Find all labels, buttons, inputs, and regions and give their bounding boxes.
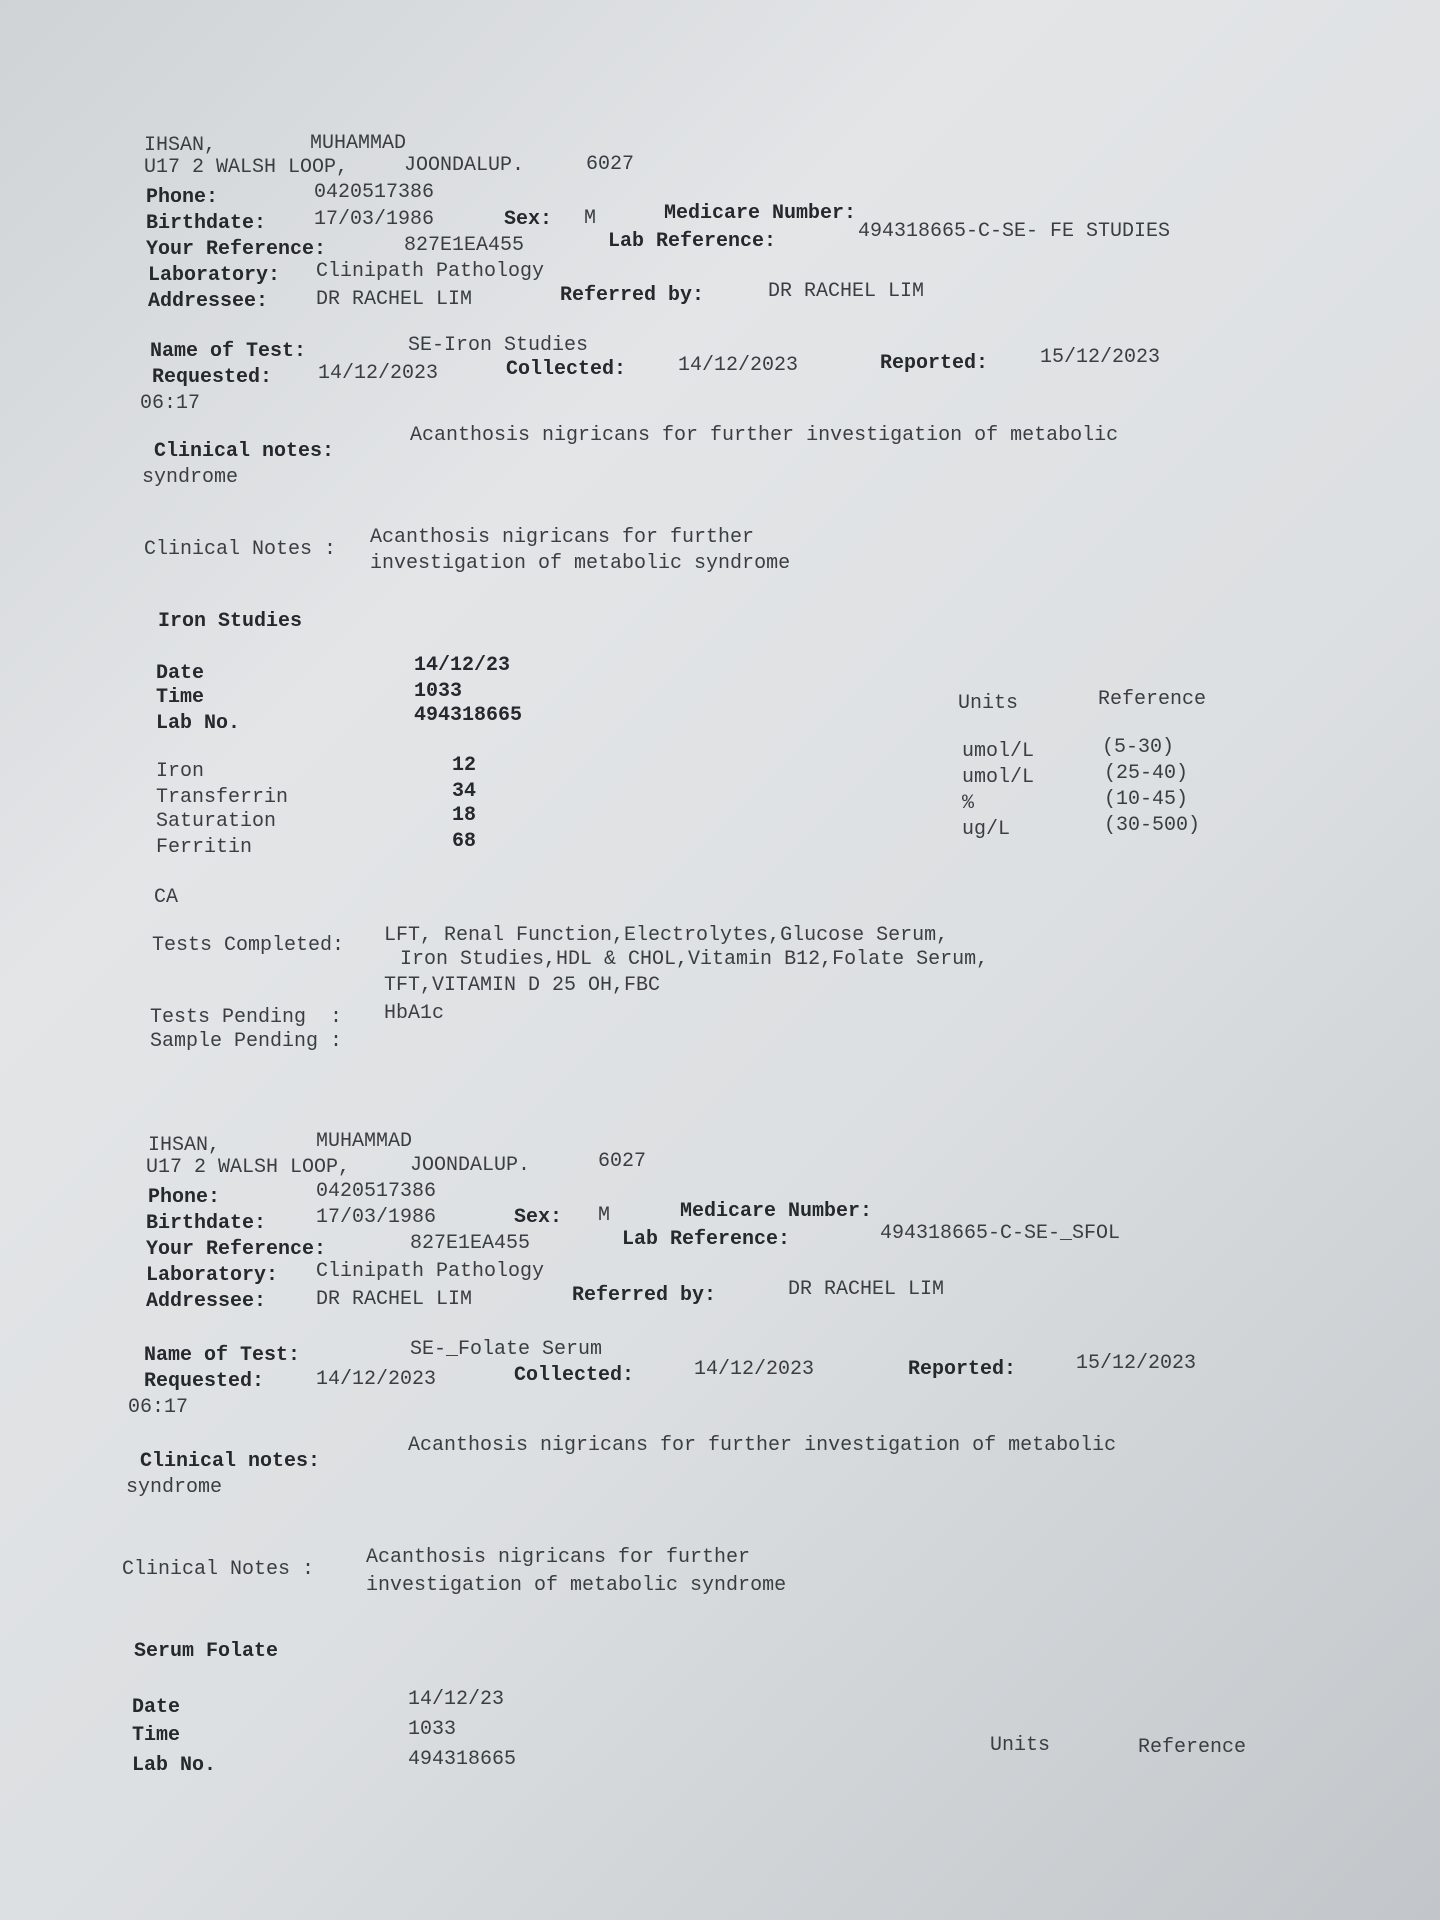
your-reference-value: 827E1EA455: [404, 234, 525, 257]
sex-value: M: [584, 207, 597, 230]
sex-value: M: [598, 1204, 611, 1227]
result-reference: (5-30): [1102, 736, 1175, 759]
result-value: 12: [452, 754, 477, 777]
clinical-notes-label: Clinical notes:: [140, 1450, 321, 1473]
result-name: Iron: [156, 760, 205, 783]
collected-value: 14/12/2023: [678, 354, 799, 377]
sample-pending-label: Sample Pending :: [150, 1030, 343, 1053]
addressee-value: DR RACHEL LIM: [316, 1288, 473, 1311]
section-title: Iron Studies: [158, 610, 303, 633]
result-name: Transferrin: [156, 786, 289, 809]
tests-pending-value: HbA1c: [384, 1002, 445, 1025]
reported-label: Reported:: [880, 352, 989, 375]
patient-surname: IHSAN,: [148, 1134, 221, 1157]
result-reference: (10-45): [1104, 788, 1189, 811]
lab-reference-label: Lab Reference:: [622, 1228, 791, 1251]
report-time: 06:17: [140, 392, 201, 415]
tests-completed-line-2: Iron Studies,HDL & CHOL,Vitamin B12,Folate Serum,: [400, 948, 989, 971]
time-label: Time: [156, 686, 205, 709]
test-name-value: SE-_Folate Serum: [410, 1338, 603, 1361]
medicare-label: Medicare Number:: [664, 202, 857, 225]
reference-header: Reference: [1098, 688, 1207, 711]
tests-completed-line-3: TFT,VITAMIN D 25 OH,FBC: [384, 974, 661, 997]
lab-no-value: 494318665: [408, 1748, 517, 1771]
reported-value: 15/12/2023: [1076, 1352, 1197, 1375]
collected-label: Collected:: [506, 358, 627, 381]
result-value: 68: [452, 830, 477, 853]
referred-by-label: Referred by:: [560, 284, 705, 307]
result-value: 34: [452, 780, 477, 803]
patient-postcode: 6027: [586, 153, 635, 176]
lab-no-label: Lab No.: [156, 712, 241, 735]
notes-line-2: investigation of metabolic syndrome: [370, 552, 791, 575]
reference-header: Reference: [1138, 1736, 1247, 1759]
laboratory-label: Laboratory:: [148, 264, 281, 287]
date-label: Date: [132, 1696, 181, 1719]
your-reference-value: 827E1EA455: [410, 1232, 531, 1255]
date-value: 14/12/23: [408, 1688, 505, 1711]
test-name-label: Name of Test:: [144, 1344, 301, 1367]
notes-label: Clinical Notes :: [144, 538, 337, 561]
notes-line-1: Acanthosis nigricans for further: [366, 1546, 751, 1569]
referred-by-label: Referred by:: [572, 1284, 717, 1307]
phone-label: Phone:: [148, 1186, 221, 1209]
result-name: Ferritin: [156, 836, 253, 859]
collected-label: Collected:: [514, 1364, 635, 1387]
collected-value: 14/12/2023: [694, 1358, 815, 1381]
birthdate-value: 17/03/1986: [314, 208, 435, 231]
clinical-notes-continued: syndrome: [126, 1476, 223, 1499]
requested-label: Requested:: [152, 366, 273, 389]
birthdate-label: Birthdate:: [146, 1212, 267, 1235]
reported-label: Reported:: [908, 1358, 1017, 1381]
units-header: Units: [990, 1734, 1051, 1757]
tests-completed-line-1: LFT, Renal Function,Electrolytes,Glucose Serum,: [384, 924, 949, 947]
result-name: Saturation: [156, 810, 277, 833]
phone-label: Phone:: [146, 186, 219, 209]
lab-no-value: 494318665: [414, 704, 523, 727]
result-unit: umol/L: [962, 740, 1035, 763]
notes-line-2: investigation of metabolic syndrome: [366, 1574, 787, 1597]
sex-label: Sex:: [504, 208, 553, 231]
units-header: Units: [958, 692, 1019, 715]
result-unit: %: [962, 792, 975, 815]
birthdate-label: Birthdate:: [146, 212, 267, 235]
test-name-value: SE-Iron Studies: [408, 334, 589, 357]
lab-reference-value: 494318665-C-SE-_SFOL: [880, 1222, 1121, 1245]
patient-suburb: JOONDALUP.: [410, 1154, 531, 1177]
patient-postcode: 6027: [598, 1150, 647, 1173]
patient-surname: IHSAN,: [144, 134, 217, 157]
patient-given-name: MUHAMMAD: [316, 1130, 413, 1153]
addressee-label: Addressee:: [148, 290, 269, 313]
ca-code: CA: [154, 886, 179, 909]
tests-pending-label: Tests Pending :: [150, 1006, 343, 1029]
report-time: 06:17: [128, 1396, 189, 1419]
referred-by-value: DR RACHEL LIM: [788, 1278, 945, 1301]
test-name-label: Name of Test:: [150, 340, 307, 363]
requested-value: 14/12/2023: [316, 1368, 437, 1391]
laboratory-label: Laboratory:: [146, 1264, 279, 1287]
addressee-label: Addressee:: [146, 1290, 267, 1313]
result-value: 18: [452, 804, 477, 827]
medicare-label: Medicare Number:: [680, 1200, 873, 1223]
your-reference-label: Your Reference:: [146, 238, 327, 261]
phone-value: 0420517386: [316, 1180, 437, 1203]
notes-label: Clinical Notes :: [122, 1558, 315, 1581]
date-label: Date: [156, 662, 205, 685]
result-unit: ug/L: [962, 818, 1011, 841]
birthdate-value: 17/03/1986: [316, 1206, 437, 1229]
tests-completed-label: Tests Completed:: [152, 934, 345, 957]
lab-reference-label: Lab Reference:: [608, 230, 777, 253]
section-title: Serum Folate: [134, 1640, 279, 1663]
patient-address: U17 2 WALSH LOOP,: [146, 1156, 351, 1179]
result-reference: (25-40): [1104, 762, 1189, 785]
lab-reference-value: 494318665-C-SE- FE STUDIES: [858, 220, 1171, 243]
notes-line-1: Acanthosis nigricans for further: [370, 526, 755, 549]
clinical-notes-continued: syndrome: [142, 466, 239, 489]
clinical-notes-text: Acanthosis nigricans for further investigation of metabolic: [410, 424, 1119, 447]
result-reference: (30-500): [1104, 814, 1201, 837]
result-unit: umol/L: [962, 766, 1035, 789]
requested-value: 14/12/2023: [318, 362, 439, 385]
patient-address: U17 2 WALSH LOOP,: [144, 156, 349, 179]
time-value: 1033: [408, 1718, 457, 1741]
referred-by-value: DR RACHEL LIM: [768, 280, 925, 303]
phone-value: 0420517386: [314, 181, 435, 204]
clinical-notes-label: Clinical notes:: [154, 440, 335, 463]
patient-given-name: MUHAMMAD: [310, 132, 407, 155]
date-value: 14/12/23: [414, 654, 511, 677]
laboratory-value: Clinipath Pathology: [316, 1260, 545, 1283]
sex-label: Sex:: [514, 1206, 563, 1229]
patient-suburb: JOONDALUP.: [404, 154, 525, 177]
lab-no-label: Lab No.: [132, 1754, 217, 1777]
laboratory-value: Clinipath Pathology: [316, 260, 545, 283]
your-reference-label: Your Reference:: [146, 1238, 327, 1261]
clinical-notes-text: Acanthosis nigricans for further investigation of metabolic: [408, 1434, 1117, 1457]
requested-label: Requested:: [144, 1370, 265, 1393]
reported-value: 15/12/2023: [1040, 346, 1161, 369]
time-label: Time: [132, 1724, 181, 1747]
addressee-value: DR RACHEL LIM: [316, 288, 473, 311]
time-value: 1033: [414, 680, 463, 703]
